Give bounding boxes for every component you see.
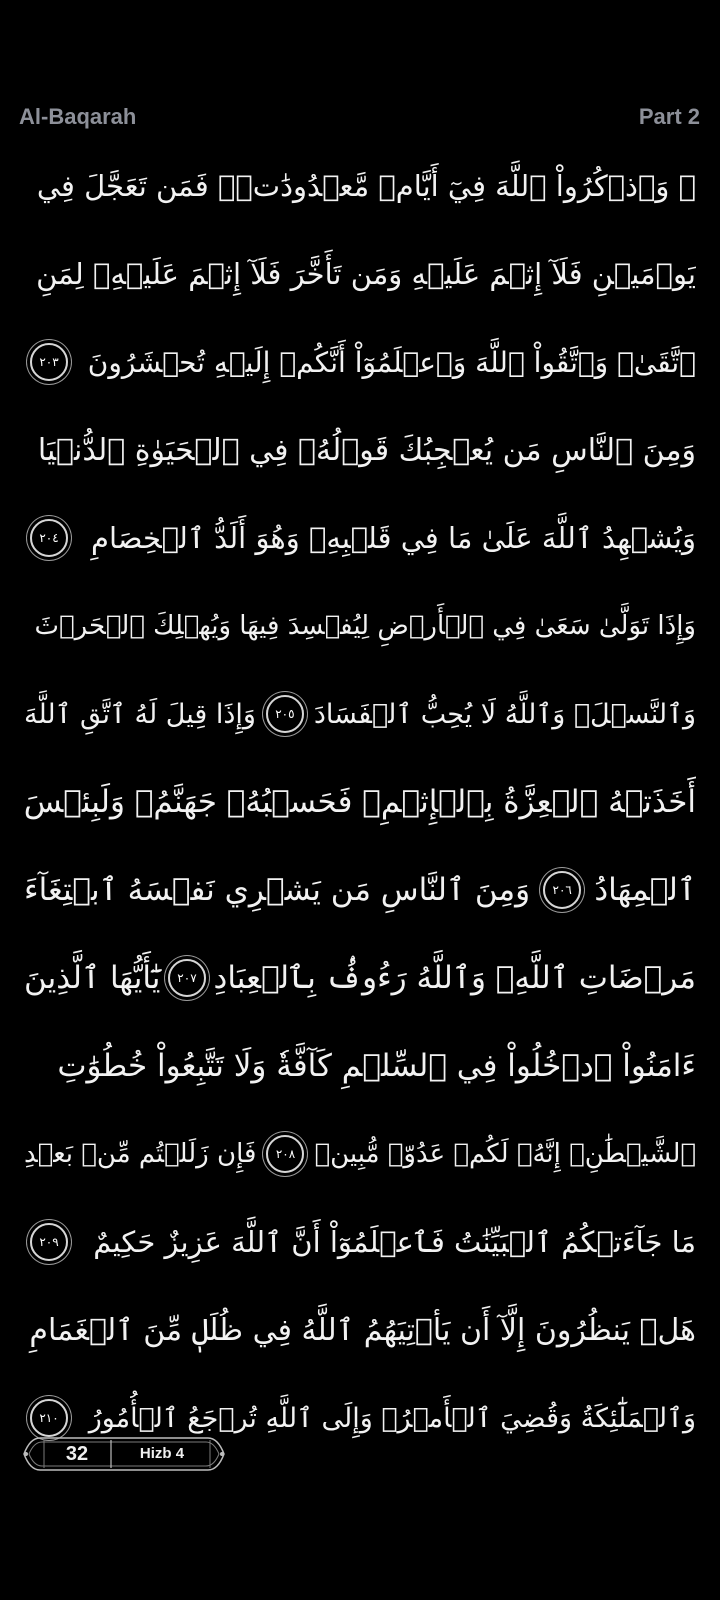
ayah-number-marker[interactable]: ٢٠٩ (30, 1223, 68, 1261)
verse-text: وَمِنَ ٱلنَّاسِ مَن يَشۡرِي نَفۡسَهُ ٱبۡتِغَآءَ (24, 872, 531, 908)
verse-line[interactable] (24, 934, 696, 1022)
ayah-number-marker[interactable]: ٢٠٨ (266, 1135, 304, 1173)
page-header (19, 100, 700, 134)
verse-text: يَٰٓأَيُّهَا ٱلَّذِينَ (24, 960, 161, 996)
verse-line[interactable] (24, 1198, 696, 1286)
verse-line[interactable] (24, 494, 696, 582)
verse-text: وَإِذَا تَوَلَّىٰ سَعَىٰ فِي ٱلۡأَرۡضِ لِيُفۡسِدَ فِيهَا وَيُهۡلِكَ ٱلۡحَرۡثَ (34, 611, 696, 641)
verse-text: وَمِنَ ٱلنَّاسِ مَن يُعۡجِبُكَ قَوۡلُهُۥ فِي ٱلۡحَيَوٰةِ ٱلدُّنۡيَا (37, 432, 696, 468)
part-label: Part 2 (638, 104, 700, 129)
verse-line[interactable] (24, 846, 696, 934)
verse-text: وَٱلنَّسۡلَۚ وَٱللَّهُ لَا يُحِبُّ ٱلۡفَسَادَ (313, 698, 696, 730)
verse-text: مَا جَآءَتۡكُمُ ٱلۡبَيِّنَٰتُ فَٱعۡلَمُوٓاْ أَنَّ ٱللَّهَ عَزِيزٌ حَكِيمٌ (93, 1225, 696, 1259)
verse-text: مَرۡضَاتِ ٱللَّهِۚ وَٱللَّهُ رَءُوفُۢ بِٱلۡعِبَادِ (213, 960, 696, 996)
verse-line[interactable] (24, 670, 696, 758)
ayah-number-marker[interactable]: ٢٠٥ (266, 695, 304, 733)
ayah-number-marker[interactable]: ٢٠٣ (30, 343, 68, 381)
verse-line[interactable] (24, 582, 696, 670)
verse-text: فَإِن زَلَلۡتُم مِّنۢ بَعۡدِ (24, 1139, 257, 1169)
verse-text: ۞ وَٱذۡكُرُواْ ٱللَّهَ فِيٓ أَيَّامٖ مَّعۡدُودَٰتٖۚ فَمَن تَعَجَّلَ فِي (36, 169, 696, 203)
ayah-number-marker[interactable]: ٢٠٤ (30, 519, 68, 557)
verse-line[interactable] (24, 142, 696, 230)
verse-text: هَلۡ يَنظُرُونَ إِلَّآ أَن يَأۡتِيَهُمُ ٱللَّهُ فِي ظُلَلٖ مِّنَ ٱلۡغَمَامِ (29, 1312, 696, 1348)
verse-line[interactable] (24, 758, 696, 846)
verse-text: ٱلشَّيۡطَٰنِۚ إِنَّهُۥ لَكُمۡ عَدُوّٞ مُّبِينٞ (314, 1139, 696, 1169)
verse-text: وَيُشۡهِدُ ٱللَّهَ عَلَىٰ مَا فِي قَلۡبِهِۦ وَهُوَ أَلَدُّ ٱلۡخِصَامِ (91, 521, 696, 555)
hizb-label: Hizb 4 (139, 1445, 185, 1462)
ayah-number-marker[interactable]: ٢٠٦ (543, 871, 581, 909)
verse-text: ٱتَّقَىٰۗ وَٱتَّقُواْ ٱللَّهَ وَٱعۡلَمُوٓاْ أَنَّكُمۡ إِلَيۡهِ تُحۡشَرُونَ (87, 345, 696, 379)
verse-line[interactable] (24, 406, 696, 494)
verse-line[interactable] (24, 1110, 696, 1198)
verse-line[interactable] (24, 230, 696, 318)
verse-text: وَإِذَا قِيلَ لَهُ ٱتَّقِ ٱللَّهَ (24, 698, 256, 730)
verse-line[interactable] (24, 318, 696, 406)
verse-text: يَوۡمَيۡنِ فَلَآ إِثۡمَ عَلَيۡهِ وَمَن تَأَخَّرَ فَلَآ إِثۡمَ عَلَيۡهِۖ لِمَنِ (36, 257, 696, 291)
surah-name: Al-Baqarah (19, 104, 137, 129)
verse-line[interactable] (24, 1022, 696, 1110)
page-footer-badge (18, 1435, 230, 1473)
ayah-number-marker[interactable]: ٢١٠ (30, 1399, 68, 1437)
verse-line[interactable] (24, 1286, 696, 1374)
verse-text: ٱلۡمِهَادُ (594, 872, 696, 908)
quran-page-text[interactable] (24, 142, 696, 1464)
verse-text: ءَامَنُواْ ٱدۡخُلُواْ فِي ٱلسِّلۡمِ كَآفَّةٗ وَلَا تَتَّبِعُواْ خُطُوَٰتِ (57, 1048, 696, 1084)
verse-text: وَٱلۡمَلَٰٓئِكَةُ وَقُضِيَ ٱلۡأَمۡرُۚ وَإِلَى ٱللَّهِ تُرۡجَعُ ٱلۡأُمُورُ (88, 1402, 696, 1434)
ayah-number-marker[interactable]: ٢٠٧ (168, 959, 206, 997)
page-number: 32 (65, 1443, 89, 1465)
verse-text: أَخَذَتۡهُ ٱلۡعِزَّةُ بِٱلۡإِثۡمِۚ فَحَسۡبُهُۥ جَهَنَّمُۖ وَلَبِئۡسَ (24, 784, 696, 820)
